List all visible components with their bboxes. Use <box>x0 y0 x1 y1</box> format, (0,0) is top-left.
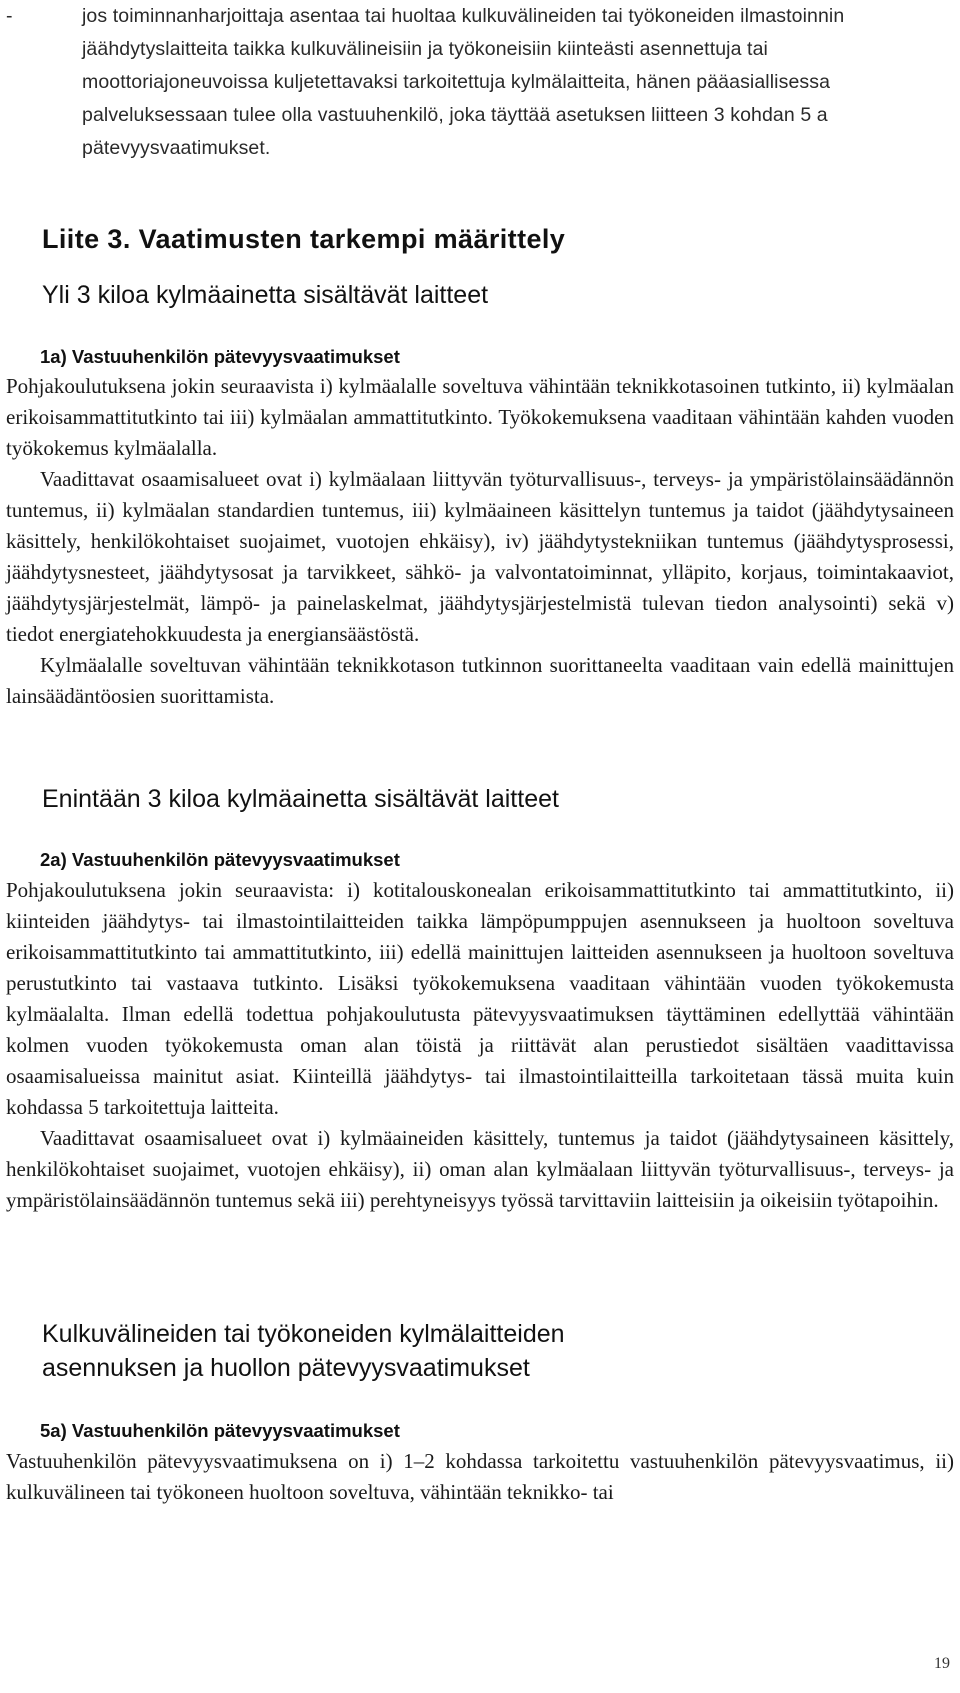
section-heading-over-3kg: Yli 3 kiloa kylmäainetta sisältävät laitteet <box>42 281 489 309</box>
section5-body <box>6 1446 954 1508</box>
bullet-dash: - <box>6 5 13 27</box>
section2-body <box>6 875 954 1216</box>
bullet-item <box>6 0 946 165</box>
section-heading-up-to-3kg: Enintään 3 kiloa kylmäainetta sisältävät laitteet <box>42 785 559 813</box>
paragraph: Kylmäalalle soveltuvan vähintään teknikkotason tutkinnon suorittaneelta vaaditaan vain edellä mainittujen lainsäädäntöosien suorittamista. <box>6 653 954 708</box>
section-heading-line: asennuksen ja huollon pätevyysvaatimukset <box>42 1354 530 1382</box>
appendix-title: Liite 3. Vaatimusten tarkempi määrittely <box>42 224 566 254</box>
paragraph: Vaadittavat osaamisalueet ovat i) kylmäalaan liittyvän työturvallisuus-, terveys- ja ympäristölainsäädännön tuntemus, ii) kylmäalan standardien tuntemus, iii) kylmäaineen käsittelyn tuntemus ja taidot (jäähdytysaineen käsittely, henkilökohtaiset suojaimet, vuotojen ehkäisy), iv) jäähdytystekniikan tuntemus (jäähdytysprosessi, jäähdytysnesteet, jäähdytysosat ja tarvikkeet, sähkö- ja valvontatoiminnat, ylläpito, korjaus, toimintakaaviot, jäähdytysjärjestelmät, lämpö- ja painelaskelmat, jäähdytysjärjestelmistä tulevan tiedon analysointi) sekä v) tiedot energiatehokkuudesta ja energiansäästöstä. <box>6 467 954 646</box>
paragraph: Vaadittavat osaamisalueet ovat i) kylmäaineiden käsittely, tuntemus ja taidot (jäähdytysaineen käsittely, henkilökohtaiset suojaimet, vuotojen ehkäisy), ii) oman alan kylmäalaan liittyvän työturvallisuus-, terveys- ja ympäristölainsäädännön tuntemus sekä iii) perehtyneisyys työssä tarvittaviin laitteisiin ja oikeisiin työtapoihin. <box>6 1126 954 1212</box>
page-number: 19 <box>934 1655 950 1672</box>
section-heading-vehicles <box>42 1317 565 1385</box>
paragraph: Pohjakoulutuksena jokin seuraavista: i) kotitalouskonealan erikoisammattitutkinto tai ammattitutkinto, ii) kiinteiden jäähdytys- tai ilmastointilaitteiden taikka lämpöpumppujen asennukseen ja huoltoon soveltuva erikoisammattitutkinto tai ammattitutkinto, iii) edellä mainittujen laitteiden asennukseen ja huoltoon soveltuva perustutkinto tai vastaava tutkinto. Lisäksi työkokemuksena vaaditaan vähintään vuoden työkokemusta kylmäalalta. Ilman edellä todettua pohjakoulutusta pätevyysvaatimuksen täyttäminen edellyttää vähintään kolmen vuoden työkokemusta oman alan töistä ja riittävät alan perustiedot sisältäen vaadittavissa osaamisalueissa mainitut asiat. Kiinteillä jäähdytys- tai ilmastointilaitteilla tarkoitetaan tässä muita kuin kohdassa 5 tarkoitettuja laitteita. <box>6 878 954 1119</box>
subheading-2a: 2a) Vastuuhenkilön pätevyysvaatimukset <box>40 849 400 870</box>
section-heading-line: Kulkuvälineiden tai työkoneiden kylmälaitteiden <box>42 1320 565 1348</box>
paragraph: Pohjakoulutuksena jokin seuraavista i) kylmäalalle soveltuva vähintään teknikkotasoinen tutkinto, ii) kylmäalan erikoisammattitutkinto tai iii) kylmäalan ammattitutkinto. Työkokemuksena vaaditaan vähintään kahden vuoden työkokemus kylmäalalla. <box>6 374 954 460</box>
bullet-text: jos toiminnanharjoittaja asentaa tai huoltaa kulkuvälineiden tai työkoneiden ilmastoinnin jäähdytyslaitteita taikka kulkuvälineisiin ja työkoneisiin kiinteästi asennettuja tai moottoriajoneuvoissa kuljetettavaksi tarkoitettuja kylmälaitteita, hänen pääasiallisessa palveluksessaan tulee olla vastuuhenkilö, joka täyttää asetuksen liitteen 3 kohdan 5 a pätevyysvaatimukset. <box>82 5 845 159</box>
subheading-1a: 1a) Vastuuhenkilön pätevyysvaatimukset <box>40 346 400 367</box>
paragraph: Vastuuhenkilön pätevyysvaatimuksena on i) 1–2 kohdassa tarkoitettu vastuuhenkilön pätevyysvaatimus, ii) kulkuvälineen tai työkoneen huoltoon soveltuva, vähintään teknikko- tai <box>6 1449 954 1504</box>
subheading-5a: 5a) Vastuuhenkilön pätevyysvaatimukset <box>40 1420 400 1441</box>
section1-body <box>6 371 954 712</box>
